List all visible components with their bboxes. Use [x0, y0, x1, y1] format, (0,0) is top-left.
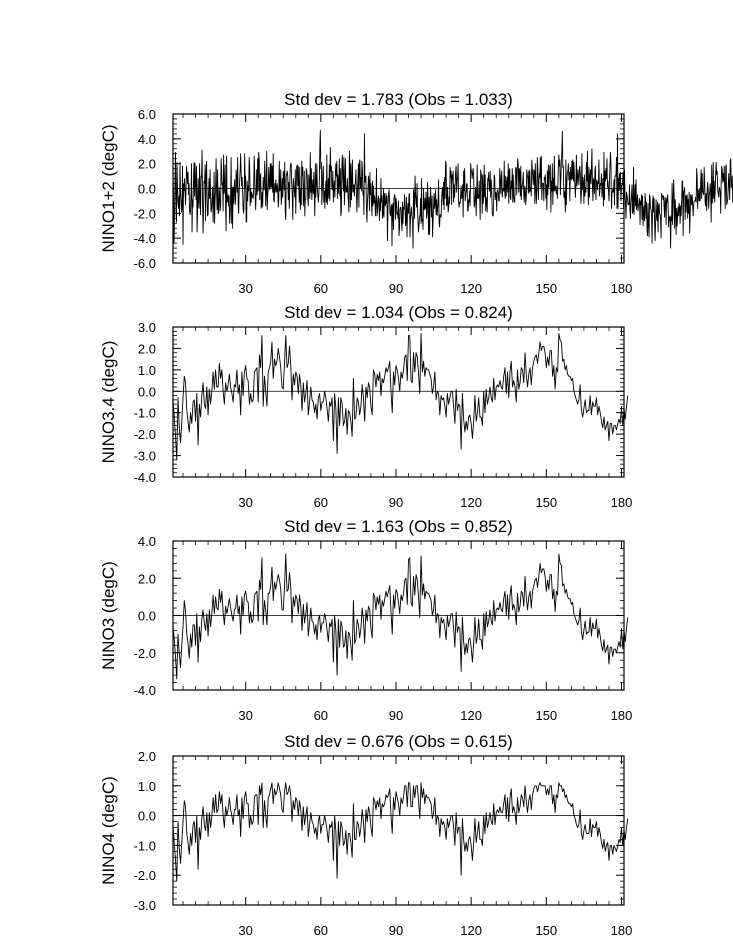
- panel-title: Std dev = 1.163 (Obs = 0.852): [284, 517, 513, 536]
- y-tick-label: 2.0: [137, 341, 156, 357]
- y-tick-label: -6.0: [133, 256, 156, 271]
- y-tick-label: 1.0: [137, 362, 156, 378]
- x-tick-label: 120: [460, 495, 483, 510]
- y-tick-label: -2.0: [133, 645, 156, 661]
- y-tick-label: 1.0: [137, 778, 156, 794]
- x-tick-label: 60: [313, 923, 329, 938]
- y-tick-label: 2.0: [137, 571, 156, 587]
- panel-1: [99, 90, 733, 296]
- y-tick-label: -1.0: [133, 838, 156, 854]
- y-axis-label: NINO3.4 (degC): [99, 340, 118, 464]
- y-tick-label: 3.0: [137, 320, 156, 335]
- series-line: [173, 554, 628, 679]
- series-line: [173, 783, 628, 881]
- panel-title: Std dev = 0.676 (Obs = 0.615): [284, 732, 513, 751]
- y-tick-label: 0.0: [137, 181, 156, 197]
- x-tick-label: 150: [535, 281, 558, 296]
- y-tick-label: 0.0: [137, 384, 156, 400]
- y-tick-label: 4.0: [137, 534, 156, 549]
- y-tick-label: -3.0: [133, 898, 156, 913]
- x-tick-label: 180: [610, 708, 633, 723]
- y-tick-label: 4.0: [137, 131, 156, 147]
- x-tick-label: 120: [460, 923, 483, 938]
- x-tick-label: 90: [388, 708, 404, 723]
- x-tick-label: 180: [610, 923, 633, 938]
- x-tick-label: 90: [388, 495, 404, 510]
- y-tick-label: -3.0: [133, 448, 156, 464]
- x-tick-label: 150: [535, 923, 558, 938]
- y-tick-label: -2.0: [133, 427, 156, 443]
- y-tick-label: 0.0: [137, 608, 156, 624]
- x-tick-label: 90: [388, 923, 404, 938]
- x-tick-label: 180: [610, 495, 633, 510]
- x-tick-label: 120: [460, 281, 483, 296]
- x-tick-label: 90: [388, 281, 404, 296]
- x-tick-label: 30: [238, 495, 253, 510]
- panel-4: [99, 732, 632, 938]
- x-tick-label: 180: [610, 281, 633, 296]
- y-axis-label: NINO1+2 (degC): [99, 124, 118, 253]
- y-tick-label: -4.0: [133, 231, 156, 247]
- panel-2: [99, 303, 632, 510]
- x-tick-label: 60: [313, 708, 329, 723]
- x-tick-label: 30: [238, 923, 253, 938]
- y-tick-label: 2.0: [137, 749, 156, 764]
- panel-title: Std dev = 1.034 (Obs = 0.824): [284, 303, 513, 322]
- y-axis-label: NINO3 (degC): [99, 561, 118, 670]
- series-line: [173, 130, 733, 248]
- y-tick-label: 6.0: [137, 107, 156, 122]
- y-axis-label: NINO4 (degC): [99, 776, 118, 885]
- y-tick-label: -2.0: [133, 206, 156, 222]
- panel-3: [99, 517, 632, 723]
- y-tick-label: -4.0: [133, 470, 156, 485]
- y-tick-label: -1.0: [133, 405, 156, 421]
- y-tick-label: 2.0: [137, 156, 156, 172]
- panel-title: Std dev = 1.783 (Obs = 1.033): [284, 90, 513, 109]
- y-tick-label: -4.0: [133, 683, 156, 698]
- x-tick-label: 150: [535, 495, 558, 510]
- x-tick-label: 30: [238, 708, 253, 723]
- series-line: [173, 333, 628, 459]
- x-tick-label: 60: [313, 281, 329, 296]
- x-tick-label: 120: [460, 708, 483, 723]
- x-tick-label: 150: [535, 708, 558, 723]
- y-tick-label: -2.0: [133, 868, 156, 884]
- x-tick-label: 30: [238, 281, 253, 296]
- x-tick-label: 60: [313, 495, 329, 510]
- y-tick-label: 0.0: [137, 808, 156, 824]
